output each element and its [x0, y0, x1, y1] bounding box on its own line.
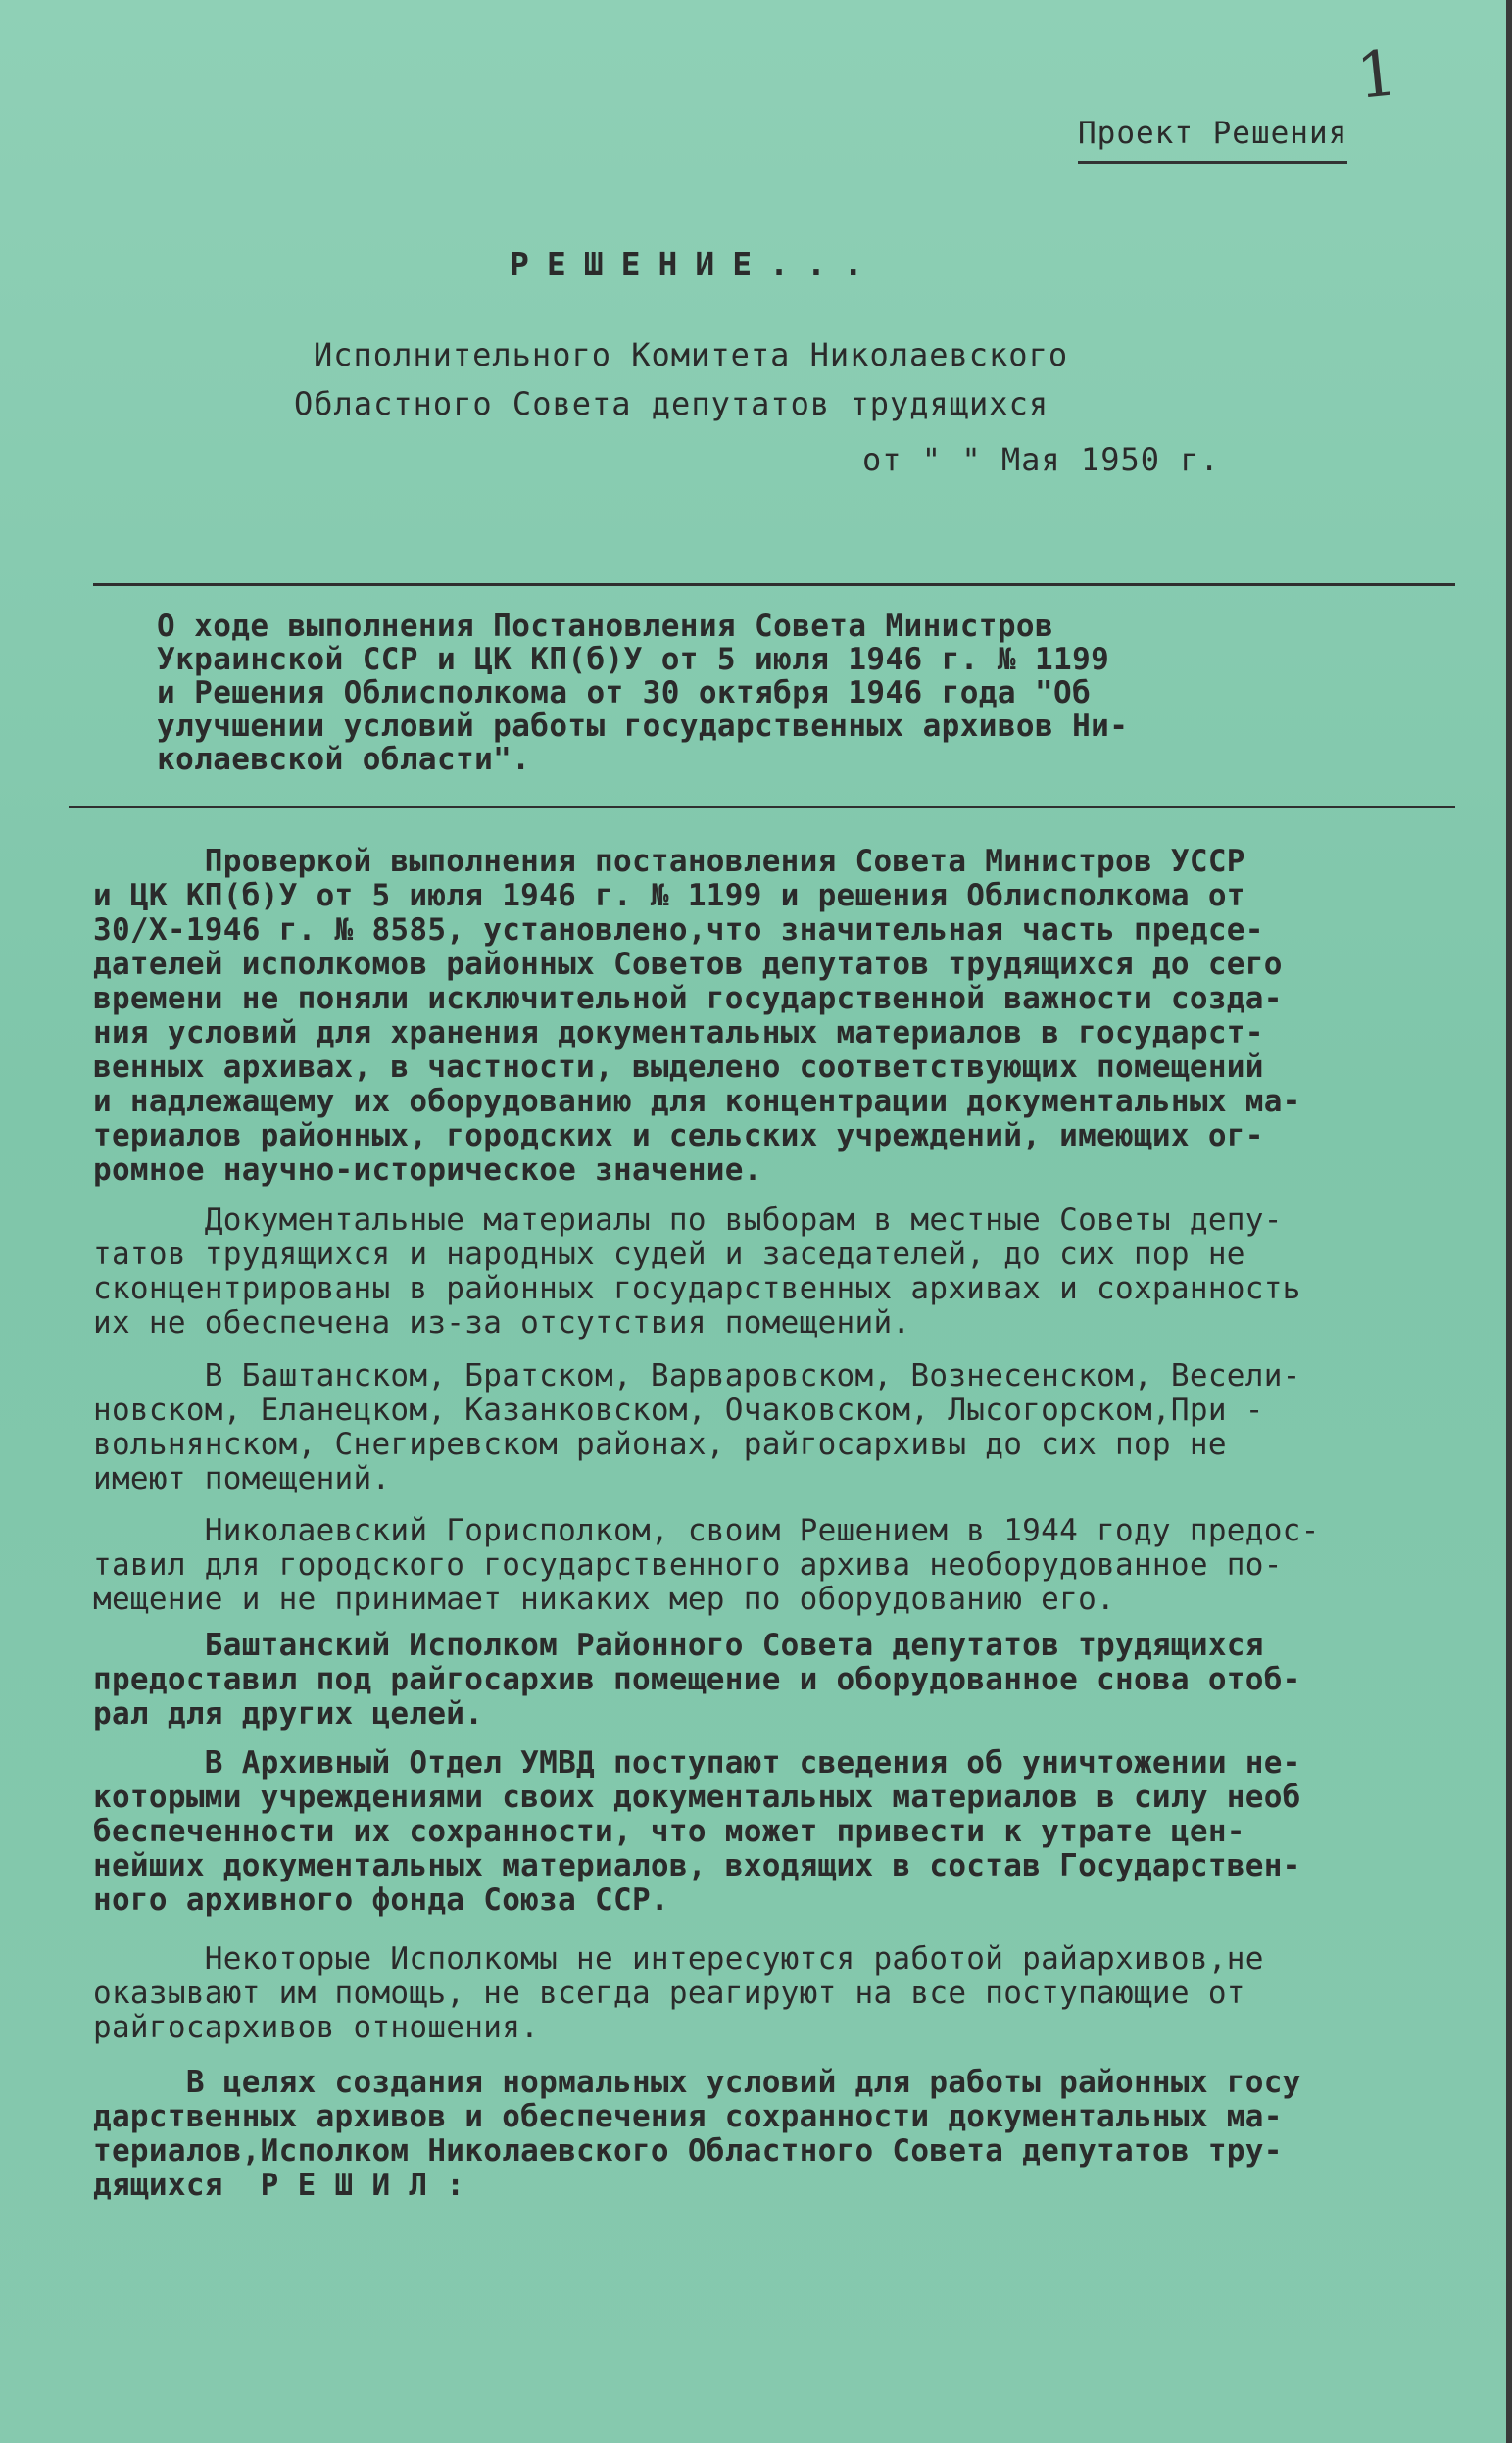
paragraph-5: Баштанский Исполком Районного Совета депутатов трудящихся предоставил под райгосархив помещение и оборудованное снова отоб- рал для других целей. — [93, 1628, 1301, 1732]
issuer-line-1: Исполнительного Комитета Николаевского — [314, 336, 1069, 373]
top-divider — [93, 583, 1455, 586]
paragraph-3: В Баштанском, Братском, Варваровском, Вознесенском, Весели- новском, Еланецком, Казанковском, Очаковском, Лысогорском,При - вольнянском, Снегиревском районах, райгосархивы до сих пор не имеют помещений. — [93, 1358, 1301, 1496]
paragraph-6: В Архивный Отдел УМВД поступают сведения об уничтожении не- которыми учреждениями своих документальных материалов в силу необ беспеченности их сохранности, что может привести к утрате цен- нейших документальных материалов, входящих в состав Государствен- ного архивного фонда Союза ССР. — [93, 1745, 1301, 1918]
document-heading: РЕШЕНИЕ... — [510, 245, 881, 283]
bottom-divider — [69, 806, 1455, 808]
page-edge — [1506, 0, 1512, 2443]
draft-label: Проект Решения — [1078, 116, 1347, 164]
subject-block: О ходе выполнения Постановления Совета Министров Украинской ССР и ЦК КП(б)У от 5 июля 1946 г. № 1199 и Решения Облисполкома от 30 октября 1946 года "Об улучшении условий работы государственных архивов Ни- колаевской области". — [157, 609, 1129, 777]
issuer-line-2: Областного Совета депутатов трудящихся — [294, 385, 1049, 422]
paragraph-4: Николаевский Горисполком, своим Решением в 1944 году предос- тавил для городского государственного архива необорудованное по- мещение и не принимает никаких мер по оборудованию его. — [93, 1513, 1320, 1617]
page-number: 1 — [1353, 37, 1401, 114]
paragraph-1: Проверкой выполнения постановления Совета Министров УССР и ЦК КП(б)У от 5 июля 1946 г. № 1199 и решения Облисполкома от 30/X-1946 г. № 8585, установлено,что значительная часть предсе- дателей исполкомов районных Советов депутатов трудящихся до сего времени не поняли исключительной государственной важности созда- ния условий для хранения документальных материалов в государст- венных архивах, в частности, выделено соответствующих помещений и надлежащему их оборудованию для концентрации документальных ма- териалов районных, городских и сельских учреждений, имеющих ог- ромное научно-историческое значение. — [93, 844, 1301, 1188]
paragraph-2: Документальные материалы по выборам в местные Советы депу- татов трудящихся и народных судей и заседателей, до сих пор не сконцентрированы в районных государственных архивах и сохранность их не обеспечена из-за отсутствия помещений. — [93, 1202, 1301, 1341]
paragraph-8: В целях создания нормальных условий для работы районных госу дарственных архивов и обеспечения сохранности документальных ма- териалов,Исполком Николаевского Областного Совета депутатов тру- дящихся Р Е Ш И Л : — [93, 2065, 1301, 2203]
document-date: от " " Мая 1950 г. — [862, 441, 1220, 478]
paragraph-7: Некоторые Исполкомы не интересуются работой райархивов,не оказывают им помощь, не всегда реагируют на все поступающие от райгосархивов отношения. — [93, 1941, 1264, 2045]
